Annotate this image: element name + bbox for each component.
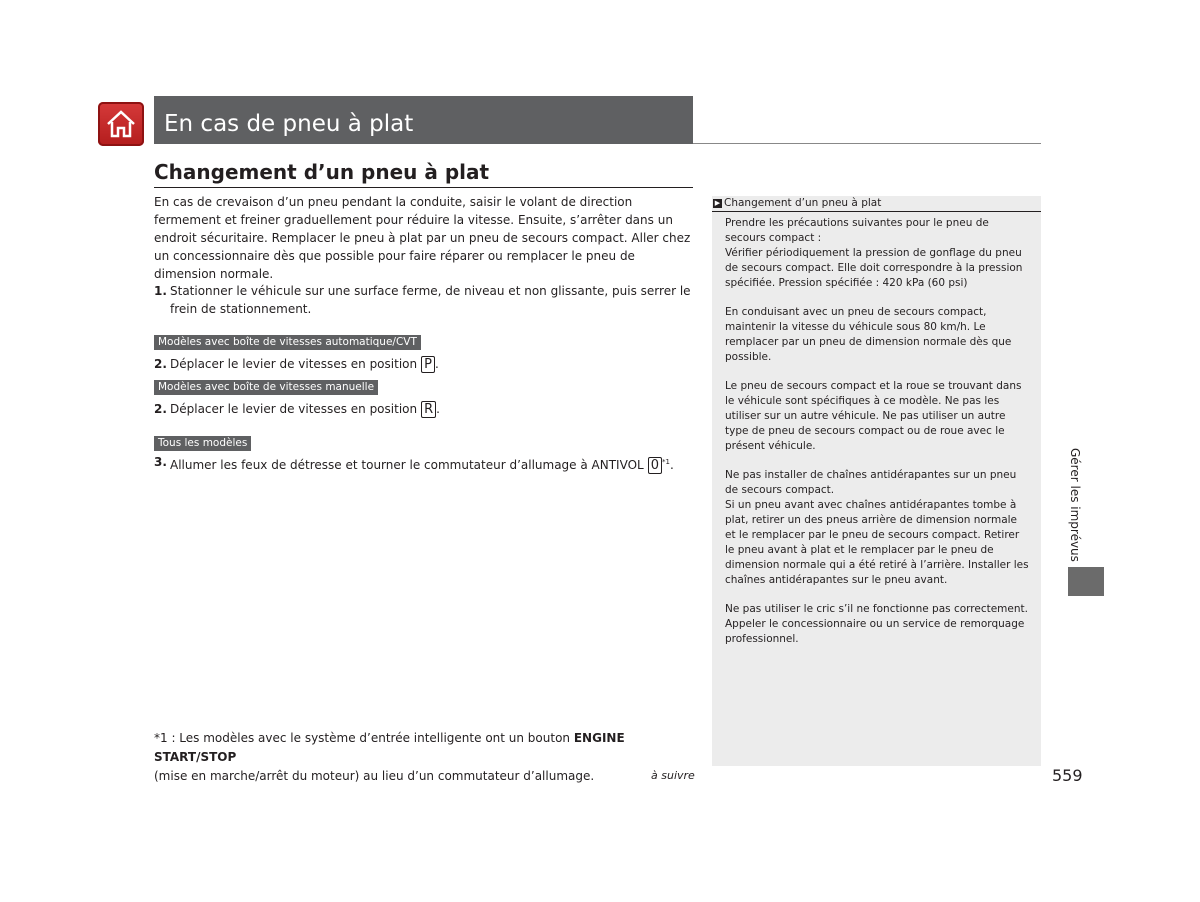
sidebar-paragraph: En conduisant avec un pneu de secours compact, maintenir la vitesse du véhicule sous 80 km/h. Le remplacer par un pneu de dimension normale dès que possible.: [725, 306, 1012, 363]
step-text: Stationner le véhicule sur une surface ferme, de niveau et non glissante, puis serrer le frein de stationnement.: [170, 284, 691, 316]
sidebar-body: [725, 216, 1030, 661]
home-button[interactable]: [98, 102, 144, 146]
sidebar-paragraph: Prendre les précautions suivantes pour le pneu de secours compact : Vérifier périodiquement la pression de gonflage du pneu de secours compact. Elle doit correspondre à la pression spécifiée. Pression spécifiée : 420 kPa (60 psi): [725, 217, 1023, 289]
sidebar-header: [712, 196, 1041, 212]
section-rule: [154, 187, 693, 188]
step-text: Déplacer le levier de vitesses en position: [170, 357, 418, 371]
step-text: Déplacer le levier de vitesses en position: [170, 402, 418, 416]
footnote: [154, 729, 699, 786]
chapter-side-tab-marker: [1068, 567, 1104, 596]
step-end: .: [669, 458, 674, 472]
sidebar-paragraph: Ne pas installer de chaînes antidérapantes sur un pneu de secours compact. Si un pneu avant avec chaînes antidérapantes tombe à plat, retirer un des pneus arrière de dimension normale et le remplacer par le pneu de secours compact. Retirer le pneu avant à plat et le remplacer par le pneu de dimension normale qui a été retiré à l’arrière. Installer les chaînes antidérapantes sur le pneu avant.: [725, 469, 1029, 586]
step-number: 2.: [154, 402, 167, 416]
model-tag-automatic: Modèles avec boîte de vitesses automatique/CVT: [154, 335, 421, 350]
footnote-suffix: (mise en marche/arrêt du moteur) au lieu d’un commutateur d’allumage.: [154, 769, 595, 783]
step-number: 1.: [154, 284, 167, 298]
ignition-position-key: 0: [648, 457, 662, 474]
chapter-title: En cas de pneu à plat: [164, 111, 414, 137]
continued-label: à suivre: [651, 769, 695, 782]
footnote-prefix: *1 : Les modèles avec le système d’entrée intelligente ont un bouton: [154, 731, 571, 745]
footnote-marker: *1: [662, 458, 670, 466]
step-3: [154, 453, 694, 474]
step-end: .: [434, 357, 439, 371]
chapter-side-tab[interactable]: Gérer les imprévus: [1068, 448, 1082, 562]
sidebar-title: Changement d’un pneu à plat: [724, 197, 882, 209]
page-number: 559: [1052, 766, 1083, 785]
sidebar-paragraph: Le pneu de secours compact et la roue se trouvant dans le véhicule sont spécifiques à ce modèle. Ne pas les utiliser sur un autre véhicule. Ne pas utiliser un autre type de pneu de secours compact ou de roue avec le présent véhicule.: [725, 380, 1022, 452]
home-icon: [105, 108, 137, 140]
section-title: Changement d’un pneu à plat: [154, 160, 490, 184]
title-rule: [693, 143, 1041, 144]
step-2-automatic: [154, 355, 694, 373]
gear-position-key: R: [421, 401, 436, 418]
gear-position-key: P: [421, 356, 435, 373]
reference-icon: ▶: [714, 199, 721, 207]
step-number: 3.: [154, 455, 167, 469]
step-1: [154, 282, 694, 318]
sidebar-paragraph: Ne pas utiliser le cric s’il ne fonctionne pas correctement. Appeler le concessionnaire ou un service de remorquage professionnel.: [725, 603, 1028, 645]
sidebar-notes: [712, 196, 1041, 766]
step-number: 2.: [154, 357, 167, 371]
step-text: Allumer les feux de détresse et tourner le commutateur d’allumage à ANTIVOL: [170, 458, 644, 472]
step-2-manual: [154, 400, 694, 418]
step-end: .: [436, 402, 440, 416]
footnote-button-name: ENGINE START/STOP: [154, 731, 625, 764]
model-tag-all: Tous les modèles: [154, 436, 251, 451]
intro-paragraph: En cas de crevaison d’un pneu pendant la conduite, saisir le volant de direction fermement et freiner graduellement pour réduire la vitesse. Ensuite, s’arrêter dans un endroit sécuritaire. Remplacer le pneu à plat par un pneu de secours compact. Aller chez un concessionnaire dès que possible pour faire réparer ou remplacer le pneu de dimension normale.: [154, 195, 691, 281]
model-tag-manual: Modèles avec boîte de vitesses manuelle: [154, 380, 378, 395]
chapter-title-bar: [154, 96, 693, 144]
